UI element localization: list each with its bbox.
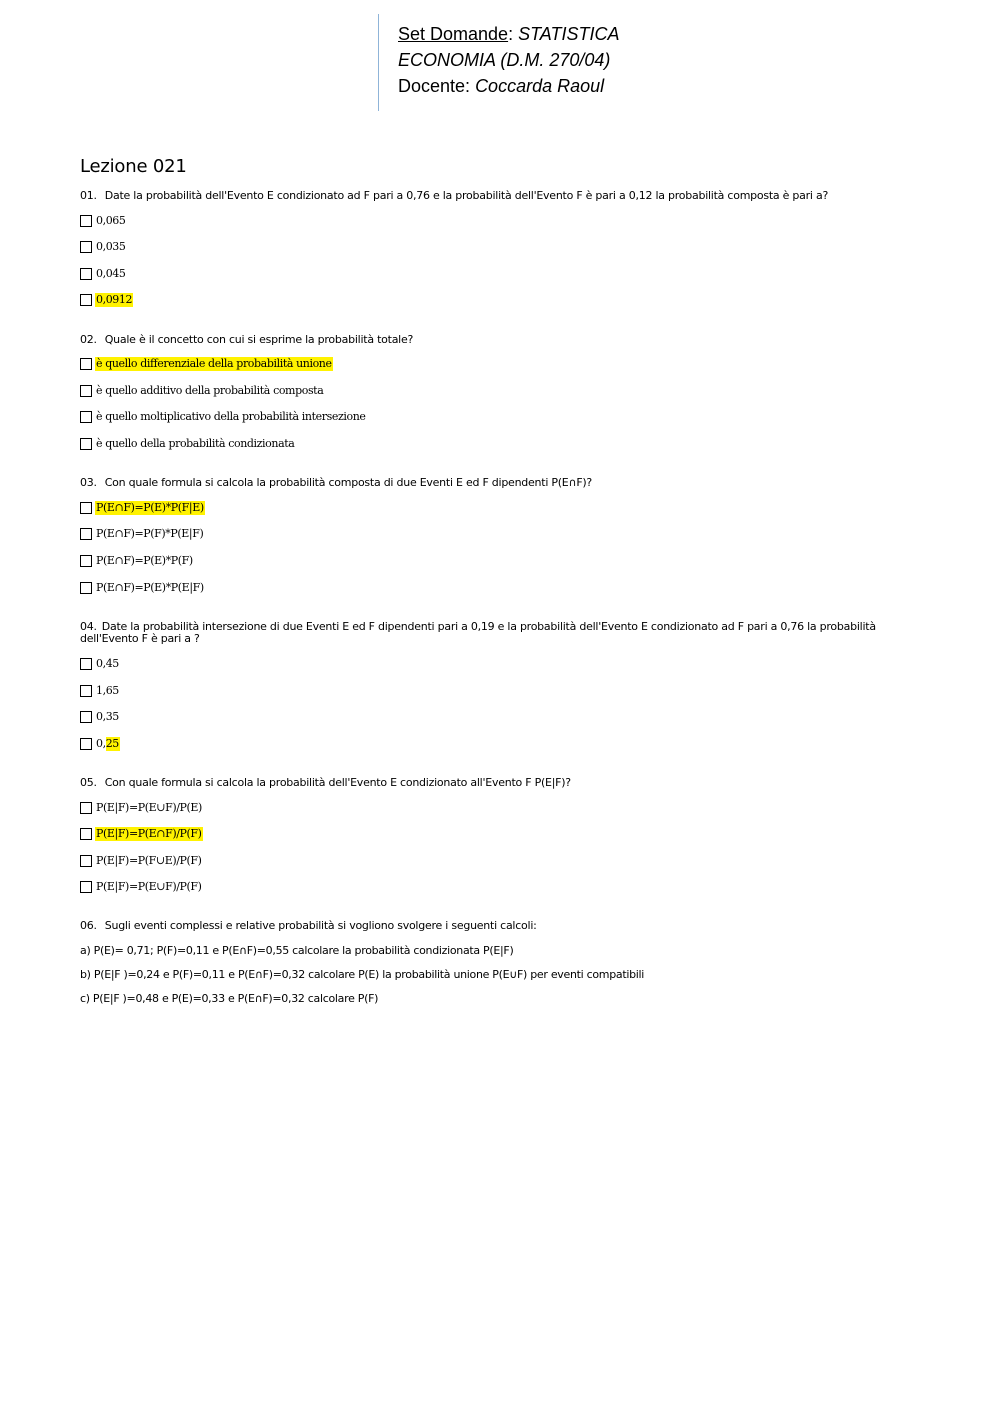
header-line-1 xyxy=(398,21,619,47)
checkbox[interactable] xyxy=(80,268,92,280)
option-01-c[interactable] xyxy=(80,266,127,282)
question-04 xyxy=(80,621,880,645)
course-line-1: STATISTICA xyxy=(518,24,620,44)
option-04-a[interactable] xyxy=(80,656,120,672)
checkbox[interactable] xyxy=(80,528,92,540)
option-label-prefix: 0, xyxy=(96,737,106,750)
option-label: 0,035 xyxy=(96,240,126,253)
question-text: Date la probabilità intersezione di due Eventi E ed F dipendenti pari a 0,19 e la probabilità dell'Evento E condizionato ad F pari a 0,76 la probabilità dell'Evento F è pari a ? xyxy=(80,620,876,645)
option-label: P(E|F)=P(E∪F)/P(E) xyxy=(96,801,202,814)
option-label: 1,65 xyxy=(96,684,119,697)
option-label-highlighted: è quello differenziale della probabilità unione xyxy=(96,357,332,370)
set-label: Set Domande xyxy=(398,24,509,44)
question-06 xyxy=(80,920,880,932)
checkbox[interactable] xyxy=(80,502,92,514)
question-number: 06. xyxy=(80,919,97,932)
checkbox[interactable] xyxy=(80,881,92,893)
option-label: 0,35 xyxy=(96,710,119,723)
option-04-b[interactable] xyxy=(80,683,120,699)
checkbox[interactable] xyxy=(80,711,92,723)
question-number: 02. xyxy=(80,333,97,346)
option-label: P(E∩F)=P(F)*P(E|F) xyxy=(96,527,204,540)
checkbox[interactable] xyxy=(80,555,92,567)
option-label-highlighted: 0,0912 xyxy=(96,293,133,306)
option-01-d[interactable] xyxy=(80,292,133,308)
option-03-b[interactable] xyxy=(80,526,204,542)
checkbox[interactable] xyxy=(80,828,92,840)
option-01-a[interactable] xyxy=(80,213,127,229)
option-02-d[interactable] xyxy=(80,436,295,452)
checkbox[interactable] xyxy=(80,241,92,253)
question-number: 01. xyxy=(80,189,97,202)
option-03-a[interactable] xyxy=(80,500,205,516)
checkbox[interactable] xyxy=(80,215,92,227)
option-label: 0,065 xyxy=(96,214,126,227)
question-number: 04. xyxy=(80,620,97,633)
question-text: Date la probabilità dell'Evento E condizionato ad F pari a 0,76 e la probabilità dell'Evento F è pari a 0,12 la probabilità composta è pari a? xyxy=(104,189,829,202)
question-06-line-c: c) P(E|F )=0,48 e P(E)=0,33 e P(E∩F)=0,32 calcolare P(F) xyxy=(80,992,379,1005)
option-02-a[interactable] xyxy=(80,356,333,372)
document-header xyxy=(378,14,619,111)
question-05 xyxy=(80,777,880,789)
option-01-b[interactable] xyxy=(80,239,127,255)
checkbox[interactable] xyxy=(80,802,92,814)
checkbox[interactable] xyxy=(80,411,92,423)
option-label: P(E∩F)=P(E)*P(E|F) xyxy=(96,581,204,594)
question-text: Quale è il concetto con cui si esprime la probabilità totale? xyxy=(104,333,414,346)
checkbox[interactable] xyxy=(80,738,92,750)
option-02-b[interactable] xyxy=(80,383,324,399)
question-06-line-b: b) P(E|F )=0,24 e P(F)=0,11 e P(E∩F)=0,32 calcolare P(E) la probabilità unione P(E∪F) per eventi compatibili xyxy=(80,968,645,981)
option-label-highlighted: P(E|F)=P(E∩F)/P(F) xyxy=(96,827,202,840)
checkbox[interactable] xyxy=(80,658,92,670)
option-label: 0,45 xyxy=(96,657,119,670)
option-label: P(E|F)=P(E∪F)/P(F) xyxy=(96,880,202,893)
lesson-title: Lezione 021 xyxy=(80,156,187,177)
checkbox[interactable] xyxy=(80,294,92,306)
header-line-3 xyxy=(398,73,619,99)
question-03 xyxy=(80,477,880,489)
question-text: Con quale formula si calcola la probabilità dell'Evento E condizionato all'Evento F P(E|F)? xyxy=(104,776,571,789)
course-line-2: ECONOMIA (D.M. 270/04) xyxy=(398,50,611,70)
question-text: Con quale formula si calcola la probabilità composta di due Eventi E ed F dipendenti P(E∩F)? xyxy=(104,476,593,489)
question-02 xyxy=(80,334,880,346)
checkbox[interactable] xyxy=(80,438,92,450)
set-colon: : xyxy=(508,24,514,44)
question-06-line-a: a) P(E)= 0,71; P(F)=0,11 e P(E∩F)=0,55 calcolare la probabilità condizionata P(E|F) xyxy=(80,944,514,957)
option-label-highlighted: P(E∩F)=P(E)*P(F|E) xyxy=(96,501,204,514)
option-label: P(E|F)=P(F∪E)/P(F) xyxy=(96,854,202,867)
option-05-b[interactable] xyxy=(80,826,203,842)
docente-label: Docente: xyxy=(398,76,471,96)
option-05-d[interactable] xyxy=(80,879,203,895)
question-number: 03. xyxy=(80,476,97,489)
option-label: è quello della probabilità condizionata xyxy=(96,437,295,450)
option-04-c[interactable] xyxy=(80,709,120,725)
docente-name: Coccarda Raoul xyxy=(475,76,605,96)
checkbox[interactable] xyxy=(80,855,92,867)
option-label: è quello additivo della probabilità composta xyxy=(96,384,324,397)
question-01 xyxy=(80,190,880,202)
option-label-highlighted: 25 xyxy=(105,737,119,750)
checkbox[interactable] xyxy=(80,358,92,370)
option-label: P(E∩F)=P(E)*P(F) xyxy=(96,554,193,567)
option-05-c[interactable] xyxy=(80,853,203,869)
checkbox[interactable] xyxy=(80,385,92,397)
header-line-2 xyxy=(398,47,619,73)
option-label: è quello moltiplicativo della probabilità intersezione xyxy=(96,410,366,423)
option-label: 0,045 xyxy=(96,267,126,280)
question-number: 05. xyxy=(80,776,97,789)
option-03-d[interactable] xyxy=(80,580,205,596)
option-03-c[interactable] xyxy=(80,553,194,569)
question-text: Sugli eventi complessi e relative probabilità si vogliono svolgere i seguenti calcoli: xyxy=(104,919,537,932)
option-05-a[interactable] xyxy=(80,800,203,816)
checkbox[interactable] xyxy=(80,582,92,594)
option-02-c[interactable] xyxy=(80,409,367,425)
option-04-d[interactable] xyxy=(80,736,120,752)
checkbox[interactable] xyxy=(80,685,92,697)
